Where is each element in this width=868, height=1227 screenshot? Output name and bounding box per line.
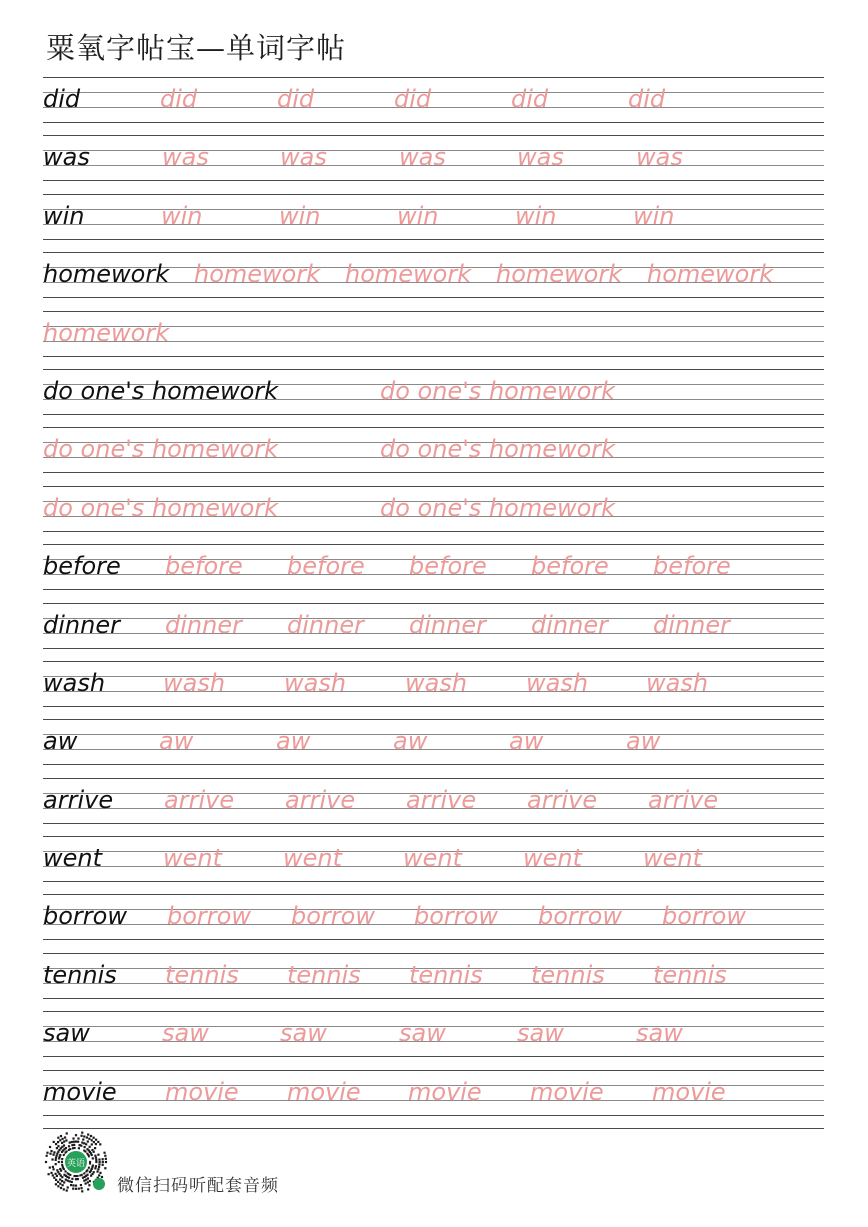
trace-word: win <box>633 201 675 230</box>
guide-line <box>43 764 824 765</box>
model-word: dinner <box>43 610 120 639</box>
trace-word: did <box>277 85 315 113</box>
practice-row <box>43 1011 824 1069</box>
trace-word: tennis <box>287 960 361 989</box>
word-strip <box>43 894 824 939</box>
word-strip <box>43 252 824 297</box>
trace-word: before <box>653 552 731 581</box>
trace-word: aw <box>276 727 311 756</box>
trace-word: dinner <box>409 610 486 639</box>
model-word: saw <box>43 1019 90 1048</box>
practice-row <box>43 427 824 485</box>
practice-row <box>43 77 824 135</box>
guide-line <box>43 998 824 999</box>
trace-word: borrow <box>662 902 746 931</box>
practice-row <box>43 661 824 719</box>
trace-word: movie <box>408 1077 482 1106</box>
trace-word: arrive <box>164 785 235 814</box>
word-strip <box>43 661 824 706</box>
trace-word: movie <box>652 1077 726 1106</box>
trace-word: went <box>403 844 463 873</box>
trace-word: win <box>515 201 557 230</box>
model-word: went <box>43 844 103 873</box>
model-word: do one's homework <box>43 376 279 405</box>
guide-line <box>43 239 824 240</box>
model-word: was <box>43 143 90 172</box>
word-strip <box>43 369 824 414</box>
word-strip <box>43 486 824 531</box>
trace-word: do one's homework <box>380 493 616 522</box>
practice-row <box>43 311 824 369</box>
trace-word: aw <box>626 727 661 756</box>
guide-line <box>43 122 824 123</box>
trace-word: saw <box>162 1019 209 1048</box>
trace-word: arrive <box>648 785 719 814</box>
trace-word: homework <box>647 260 774 289</box>
word-strip <box>43 1011 824 1056</box>
trace-word: was <box>517 143 564 172</box>
word-strip <box>43 311 824 356</box>
trace-word: do one's homework <box>380 435 616 464</box>
trace-word: was <box>399 143 446 172</box>
model-word: did <box>43 85 81 113</box>
trace-word: homework <box>345 260 472 289</box>
trace-word: went <box>283 844 343 873</box>
trace-word: did <box>394 85 432 113</box>
trace-word: wash <box>284 668 347 697</box>
practice-row <box>43 778 824 836</box>
footer <box>41 1127 361 1199</box>
guide-line <box>43 648 824 649</box>
trace-word: arrive <box>406 785 477 814</box>
trace-word: arrive <box>527 785 598 814</box>
trace-word: aw <box>159 727 194 756</box>
trace-word: before <box>531 552 609 581</box>
trace-word: borrow <box>291 902 375 931</box>
trace-word: win <box>397 201 439 230</box>
footer-caption: 微信扫码听配套音频 <box>117 1176 279 1196</box>
word-strip <box>43 544 824 589</box>
trace-word: borrow <box>414 902 498 931</box>
practice-row <box>43 369 824 427</box>
practice-row <box>43 836 824 894</box>
trace-word: tennis <box>531 960 605 989</box>
trace-word: was <box>636 143 683 172</box>
trace-word: went <box>523 844 583 873</box>
trace-word: did <box>511 85 549 113</box>
word-strip <box>43 836 824 881</box>
model-word: movie <box>43 1077 117 1106</box>
trace-word: homework <box>194 260 321 289</box>
trace-word: wash <box>646 668 709 697</box>
trace-word: movie <box>287 1077 361 1106</box>
guide-line <box>43 1115 824 1116</box>
word-strip <box>43 77 824 122</box>
trace-word: tennis <box>653 960 727 989</box>
trace-word: did <box>160 85 198 113</box>
trace-word: dinner <box>287 610 364 639</box>
word-strip <box>43 719 824 764</box>
trace-word: movie <box>165 1077 239 1106</box>
trace-word: win <box>279 201 321 230</box>
page-title: 粟氧字帖宝—单词字帖 <box>46 31 347 65</box>
trace-word: was <box>280 143 327 172</box>
trace-word: tennis <box>165 960 239 989</box>
trace-word: saw <box>399 1019 446 1048</box>
trace-word: went <box>163 844 223 873</box>
guide-line <box>43 472 824 473</box>
trace-word: do one's homework <box>380 376 616 405</box>
practice-row <box>43 953 824 1011</box>
word-strip <box>43 603 824 648</box>
trace-word: saw <box>636 1019 683 1048</box>
guide-line <box>43 1056 824 1057</box>
practice-row <box>43 135 824 193</box>
word-strip <box>43 778 824 823</box>
word-strip <box>43 135 824 180</box>
trace-word: win <box>161 201 203 230</box>
model-word: tennis <box>43 960 117 989</box>
trace-word: homework <box>496 260 623 289</box>
practice-row <box>43 894 824 952</box>
model-word: homework <box>43 260 170 289</box>
trace-word: dinner <box>531 610 608 639</box>
qr-code-icon[interactable] <box>41 1127 111 1197</box>
guide-line <box>43 589 824 590</box>
guide-line <box>43 939 824 940</box>
trace-word: before <box>165 552 243 581</box>
trace-word: do one's homework <box>43 493 279 522</box>
model-word: borrow <box>43 902 127 931</box>
practice-row <box>43 486 824 544</box>
trace-word: wash <box>405 668 468 697</box>
trace-word: went <box>643 844 703 873</box>
model-word: win <box>43 201 85 230</box>
trace-word: arrive <box>285 785 356 814</box>
guide-line <box>43 881 824 882</box>
model-word: aw <box>43 727 78 756</box>
trace-word: aw <box>393 727 428 756</box>
practice-row <box>43 603 824 661</box>
word-strip <box>43 953 824 998</box>
trace-word: saw <box>517 1019 564 1048</box>
trace-word: movie <box>530 1077 604 1106</box>
guide-line <box>43 531 824 532</box>
trace-word: aw <box>509 727 544 756</box>
trace-word: borrow <box>167 902 251 931</box>
model-word: before <box>43 552 121 581</box>
word-strip <box>43 194 824 239</box>
practice-row <box>43 1070 824 1128</box>
trace-word: do one's homework <box>43 435 279 464</box>
trace-word: wash <box>526 668 589 697</box>
trace-word: did <box>628 85 666 113</box>
qr-badge-text: 英语 <box>66 1159 86 1169</box>
trace-word: before <box>409 552 487 581</box>
word-strip <box>43 427 824 472</box>
model-word: arrive <box>43 785 114 814</box>
trace-word: borrow <box>538 902 622 931</box>
trace-word: wash <box>163 668 226 697</box>
practice-sheet <box>43 77 824 1129</box>
guide-line <box>43 356 824 357</box>
guide-line <box>43 180 824 181</box>
guide-line <box>43 414 824 415</box>
trace-word: before <box>287 552 365 581</box>
model-word: wash <box>43 668 106 697</box>
trace-word: homework <box>43 318 170 347</box>
word-strip <box>43 1070 824 1115</box>
trace-word: dinner <box>165 610 242 639</box>
guide-line <box>43 706 824 707</box>
trace-word: saw <box>280 1019 327 1048</box>
practice-row <box>43 544 824 602</box>
trace-word: was <box>162 143 209 172</box>
practice-row <box>43 194 824 252</box>
trace-word: dinner <box>653 610 730 639</box>
guide-line <box>43 823 824 824</box>
practice-row <box>43 252 824 310</box>
guide-line <box>43 297 824 298</box>
trace-word: tennis <box>409 960 483 989</box>
practice-row <box>43 719 824 777</box>
